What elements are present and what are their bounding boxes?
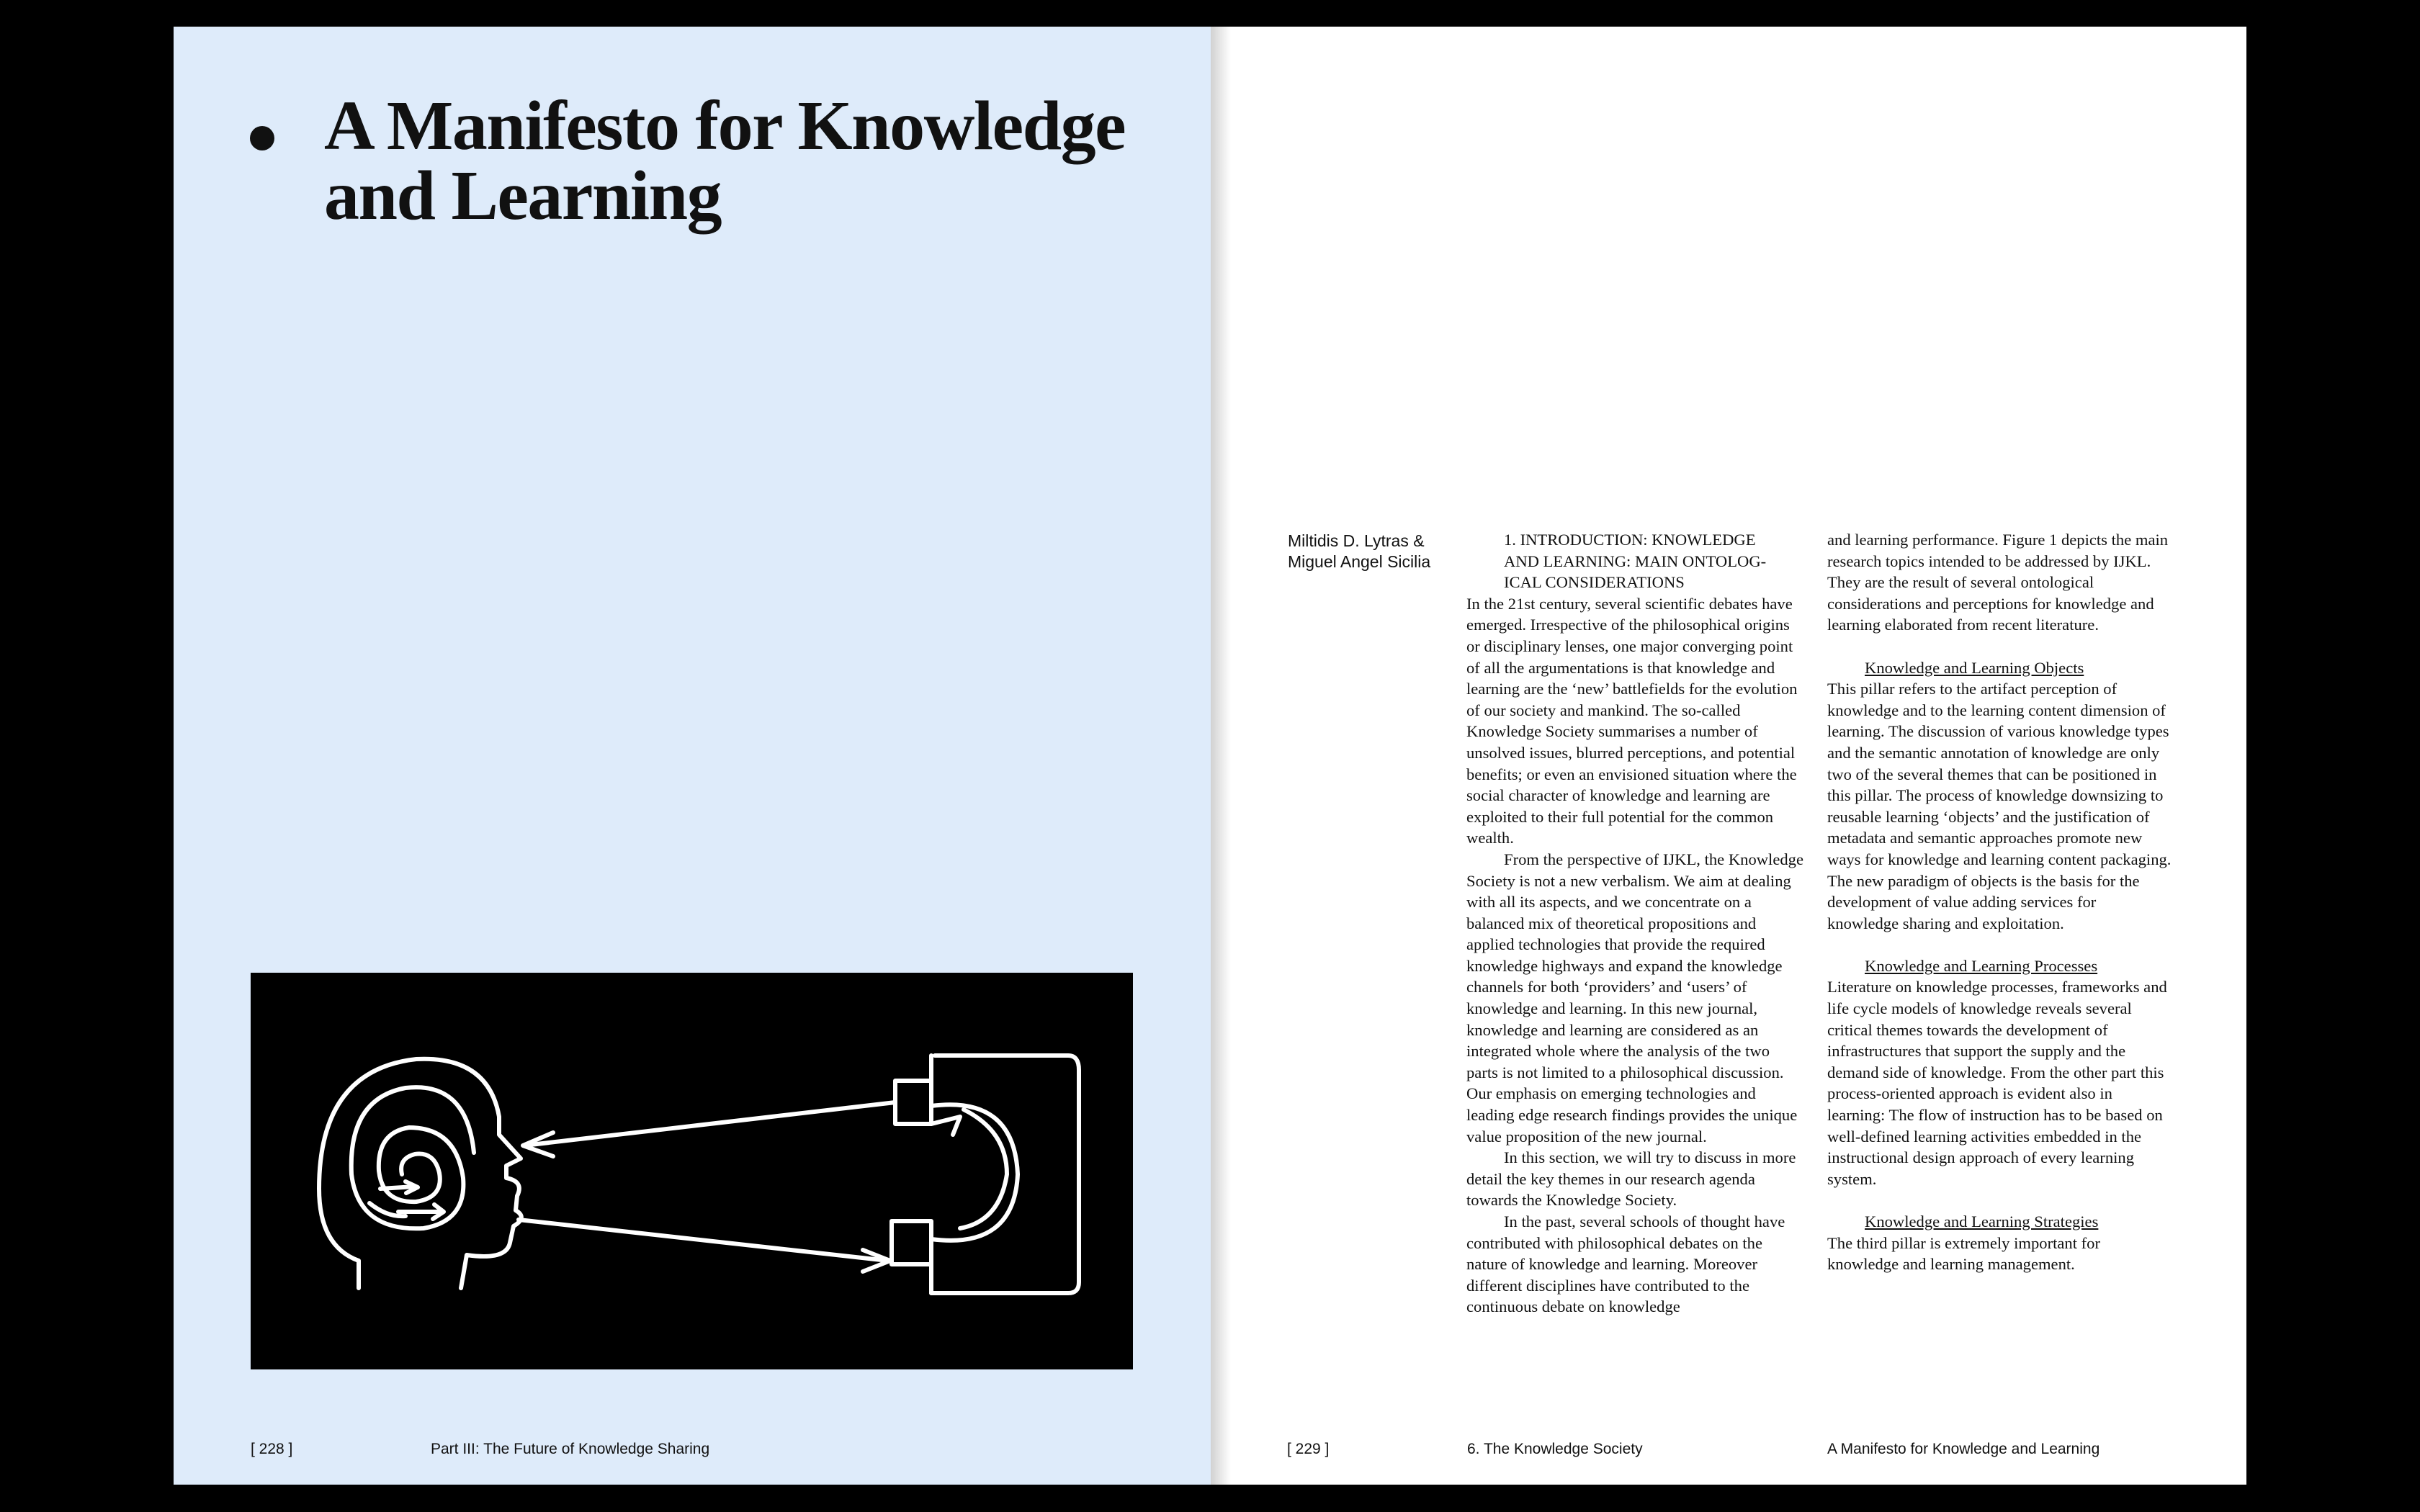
author-line-1: Miltidis D. Lytras & [1288,531,1425,550]
left-running-head: Part III: The Future of Knowledge Sharing [431,1441,710,1457]
right-page [1211,27,2246,1485]
gutter-shadow [1211,27,1231,1485]
author-names [1288,531,1430,572]
paragraph: In the past, several schools of thought have contributed with philosophical debates on the nature of knowledge and learning. Moreover different disciplines have contributed to the continuous debate on knowledge [1466,1212,1785,1316]
right-running-head-title: A Manifesto for Knowledge and Learning [1827,1441,2100,1457]
left-folio: [ 228 ] [251,1441,293,1457]
subsection-heading: Knowledge and Learning Processes [1865,956,2098,975]
left-page [174,27,1211,1485]
subsection-heading: Knowledge and Learning Objects [1865,658,2084,677]
paragraph: and learning performance. Figure 1 depicts the main research topics intended to be addressed by IJKL. They are the result of several ontological considerations and perceptions for knowledge and learning elaborated from recent literature. [1827,531,2169,634]
right-running-head-section: 6. The Knowledge Society [1467,1441,1643,1457]
text-column-1 [1466,529,1805,1318]
title-bullet-icon [250,126,274,150]
paragraph: Literature on knowledge processes, frameworks and life cycle models of knowledge reveals several critical themes towards the development of infrastructures that support the supply and the demand side of knowledge. From the other part this process-oriented approach is evident also in learning: The flow of instruction has to be based on well-defined learning activities embedded in the instructional design approach of every learning system. [1827,978,2167,1188]
paragraph: In the 21st century, several scientific debates have emerged. Irrespective of the philosophical origins or disciplinary lenses, one major converging point of all the argumentations is that knowledge and learning are the ‘new’ battlefields for the evolution of our society and mankind. The so-called Knowledge Society summarises a number of unsolved issues, blurred perceptions, and potential benefits; or even an envisioned situation where the social character of knowledge and learning are exploited to their full potential for the common wealth. [1466,594,1798,847]
text-column-2 [1827,529,2172,1275]
title-line-2: and Learning [324,157,722,235]
article-title [324,87,1174,235]
paragraph: This pillar refers to the artifact perception of knowledge and to the learning content dimension of learning. The discussion of various knowledge types and the semantic annotation of knowledge are only two of the several themes that can be positioned in this pillar. The process of knowledge downsizing to reusable learning ‘objects’ and the justification of metadata and semantic approaches promote new ways for knowledge and learning content packaging. The new paradigm of objects is the basis for the development of value adding services for knowledge sharing and exploitation. [1827,680,2172,932]
paragraph: The third pillar is extremely important for knowledge and learning management. [1827,1233,2100,1274]
right-folio: [ 229 ] [1287,1441,1330,1457]
title-line-1: A Manifesto for Knowledge [324,87,1126,165]
subsection-heading: Knowledge and Learning Strategies [1865,1212,2099,1230]
head-and-magnet-illustration-icon [251,973,1133,1369]
paragraph: From the perspective of IJKL, the Knowledge Society is not a new verbalism. We aim at dealing with all its aspects, and we concentrate on a balanced mix of theoretical propositions and applied technologies that provide the required knowledge highways and expand the knowledge channels for both ‘providers’ and ‘users’ of knowledge and learning. In this new journal, knowledge and learning are considered as an integrated whole where the analysis of the two parts is not limited to a philosophical discussion. Our emphasis on emerging technologies and leading edge research findings provides the unique value proposition of the new journal. [1466,850,1803,1146]
paragraph: In this section, we will try to discuss in more detail the key themes in our research agenda towards the Knowledge Society. [1466,1148,1796,1210]
author-line-2: Miguel Angel Sicilia [1288,552,1431,571]
section-heading: 1. INTRODUCTION: KNOWLEDGE AND LEARNING: MAIN ONTOLOG- ICAL CONSIDERATIONS [1504,531,1767,592]
